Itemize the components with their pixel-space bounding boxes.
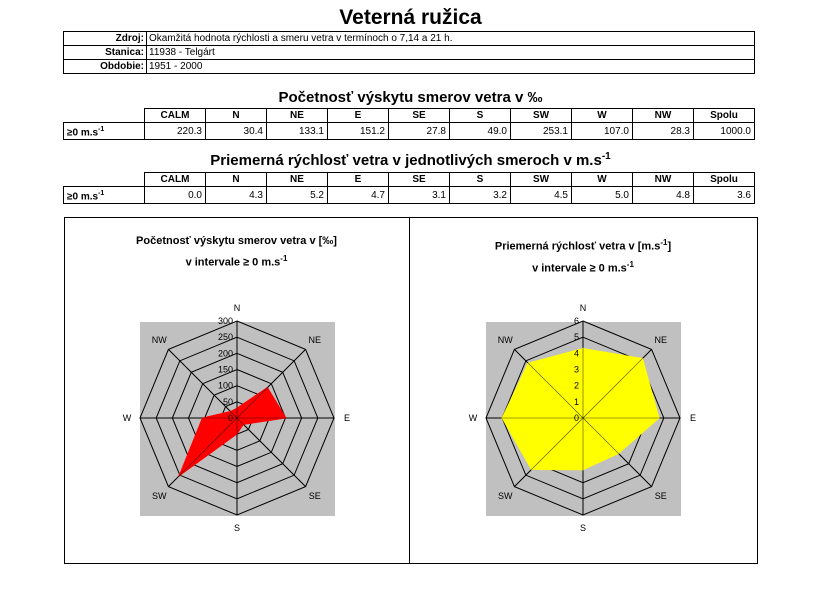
col-header: Spolu <box>694 173 755 187</box>
col-header: E <box>328 109 389 123</box>
col-header: SE <box>389 173 450 187</box>
col-header: S <box>450 173 511 187</box>
table-cell: 0.0 <box>145 187 206 204</box>
table-cell: 4.3 <box>206 187 267 204</box>
speed-chart-title-line1-text: Priemerná rýchlosť vetra v [m.s <box>494 240 661 253</box>
meta-value: 11938 - Telgárt <box>147 46 755 60</box>
table-cell: 253.1 <box>511 123 572 140</box>
category-label: S <box>233 523 241 533</box>
col-header: SW <box>511 173 572 187</box>
tick-label: 200 <box>217 348 233 359</box>
speed-chart-title-line2-sup: -1 <box>626 259 634 269</box>
freq-chart-title-line1: Početnosť výskytu smerov vetra v [‰] <box>136 235 337 247</box>
table-cell: 151.2 <box>328 123 389 140</box>
meta-value: 1951 - 2000 <box>147 60 755 74</box>
category-label: NW <box>497 335 513 346</box>
tick-label: 100 <box>217 380 233 391</box>
freq-chart-title-line2-text: v intervale ≥ 0 m.s <box>185 256 281 269</box>
tick-label: 0 <box>227 413 233 423</box>
table-cell: 5.2 <box>267 187 328 204</box>
tick-label: 1 <box>573 396 579 407</box>
category-label: NW <box>151 335 167 346</box>
tick-label: 2 <box>573 380 579 391</box>
table-cell: 3.1 <box>389 187 450 204</box>
col-header: NW <box>633 173 694 187</box>
meta-key: Stanica: <box>64 46 147 60</box>
tick-label: 0 <box>573 413 579 423</box>
category-label: E <box>343 413 351 423</box>
col-header: CALM <box>145 109 206 123</box>
speed-section-title-sup: -1 <box>601 151 611 162</box>
category-label: SE <box>308 490 321 501</box>
row-label-sup: -1 <box>98 190 105 197</box>
table-cell: 4.8 <box>633 187 694 204</box>
col-header: S <box>450 109 511 123</box>
col-header: W <box>572 109 633 123</box>
row-label-text: ≥0 m.s <box>67 127 99 139</box>
col-header: SW <box>511 109 572 123</box>
category-label: W <box>122 413 132 423</box>
tick-label: 250 <box>217 332 233 343</box>
speed-chart-title-line1-end: ] <box>667 240 672 253</box>
tick-label: 50 <box>222 396 233 407</box>
table-cell: 107.0 <box>572 123 633 140</box>
freq-chart-title-line2-sup: -1 <box>280 254 288 263</box>
table-cell: 5.0 <box>572 187 633 204</box>
category-label: SW <box>151 490 167 501</box>
col-header: CALM <box>145 173 206 187</box>
tick-label: 3 <box>573 364 579 375</box>
col-header: SE <box>389 109 450 123</box>
meta-key: Obdobie: <box>64 60 147 74</box>
row-label-sup: -1 <box>98 126 105 133</box>
meta-value: Okamžitá hodnota rýchlosti a smeru vetra v termínoch o 7,14 a 21 h. <box>147 32 755 46</box>
speed-section-title-text: Priemerná rýchlosť vetra v jednotlivých smeroch v m.s <box>210 152 602 169</box>
col-header: Spolu <box>694 109 755 123</box>
category-label: N <box>579 303 587 313</box>
table-cell: 28.3 <box>633 123 694 140</box>
meta-key: Zdroj: <box>64 32 147 46</box>
tick-label: 150 <box>217 364 233 375</box>
table-cell: 4.7 <box>328 187 389 204</box>
col-header: NE <box>267 109 328 123</box>
page-title: Veterná ružica <box>339 6 482 29</box>
category-label: SW <box>497 490 513 501</box>
category-label: E <box>689 413 697 423</box>
speed-chart-title-line2-text: v intervale ≥ 0 m.s <box>532 262 627 275</box>
table-cell: 49.0 <box>450 123 511 140</box>
table-cell: 27.8 <box>389 123 450 140</box>
tick-label: 300 <box>217 316 233 326</box>
tick-label: 5 <box>573 332 579 343</box>
category-label: NE <box>654 335 668 346</box>
col-header: W <box>572 173 633 187</box>
table-cell: 3.2 <box>450 187 511 204</box>
col-header: N <box>206 173 267 187</box>
category-label: W <box>468 413 478 423</box>
category-label: NE <box>308 335 322 346</box>
col-header: E <box>328 173 389 187</box>
tick-label: 4 <box>573 348 579 359</box>
category-label: N <box>233 303 241 313</box>
table-cell: 30.4 <box>206 123 267 140</box>
freq-section-title: Početnosť výskytu smerov vetra v ‰ <box>278 89 543 106</box>
category-label: S <box>579 523 587 533</box>
table-cell: 133.1 <box>267 123 328 140</box>
category-label: SE <box>654 490 667 501</box>
col-header: N <box>206 109 267 123</box>
col-header: NE <box>267 173 328 187</box>
col-header: NW <box>633 109 694 123</box>
row-label-text: ≥0 m.s <box>67 191 99 203</box>
speed-chart-title-line1-sup: -1 <box>660 238 668 247</box>
table-cell: 3.6 <box>694 187 755 204</box>
table-cell: 220.3 <box>145 123 206 140</box>
table-cell: 1000.0 <box>694 123 755 140</box>
tick-label: 6 <box>573 316 579 326</box>
table-cell: 4.5 <box>511 187 572 204</box>
